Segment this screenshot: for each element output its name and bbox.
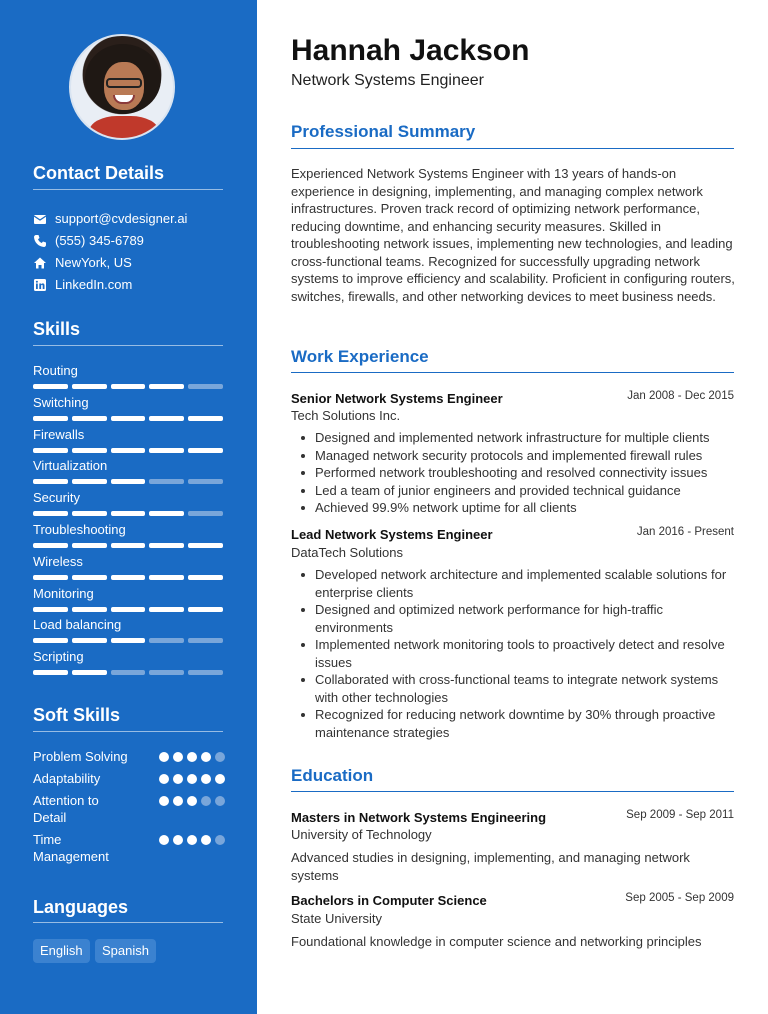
soft-skill-label: Adaptability	[33, 771, 101, 786]
skill-bar-segment	[149, 384, 184, 389]
degree-dates: Sep 2005 - Sep 2009	[625, 892, 734, 904]
rating-dot	[159, 774, 169, 784]
degree-description: Foundational knowledge in computer science and networking principles	[291, 934, 702, 949]
skill-bar-segment	[149, 670, 184, 675]
candidate-role: Network Systems Engineer	[291, 72, 484, 89]
rating-dot	[159, 752, 169, 762]
list-item: Designed and optimized network performance for high-traffic environments	[315, 601, 735, 636]
skill-level-bar	[33, 511, 223, 516]
rating-dot	[215, 752, 225, 762]
skill-bar-segment	[111, 543, 146, 548]
contact-phone[interactable]	[33, 233, 144, 248]
skill-label: Load balancing	[33, 617, 122, 633]
sidebar	[0, 0, 257, 1014]
rating-dot	[215, 796, 225, 806]
skill-bar-segment	[188, 448, 223, 453]
linkedin-icon	[33, 278, 47, 292]
skill-bar-segment	[188, 607, 223, 612]
rating-dot	[173, 774, 183, 784]
skill-label: Security	[33, 490, 80, 506]
contact-email-text: support@cvdesigner.ai	[55, 211, 188, 226]
skill-bar-segment	[33, 607, 68, 612]
rating-dot	[187, 774, 197, 784]
degree-description: Advanced studies in designing, implementing, and managing network systems	[291, 850, 690, 883]
skill-bar-segment	[33, 416, 68, 421]
skill-bar-segment	[111, 479, 146, 484]
rating-dot	[159, 796, 169, 806]
skill-bar-segment	[149, 575, 184, 580]
list-item: Collaborated with cross-functional teams to integrate network systems with other technologies	[315, 671, 735, 706]
rating-dot	[215, 835, 225, 845]
contact-linkedin-text: LinkedIn.com	[55, 277, 133, 292]
languages-divider	[33, 922, 223, 923]
contact-location-text: NewYork, US	[55, 255, 132, 270]
soft-skill-label: Problem Solving	[33, 749, 128, 764]
skill-bar-segment	[149, 607, 184, 612]
degree-title: Masters in Network Systems Engineering	[291, 810, 547, 825]
rating-dot	[201, 796, 211, 806]
rating-dot	[201, 774, 211, 784]
skill-bar-segment	[188, 479, 223, 484]
skill-level-bar	[33, 638, 223, 643]
rating-dot	[173, 752, 183, 762]
list-item: Implemented network monitoring tools to proactively detect and resolve issues	[315, 636, 735, 671]
skill-level-bar	[33, 416, 223, 421]
soft-skill-rating	[159, 835, 225, 845]
skill-level-bar	[33, 607, 223, 612]
skill-label: Switching	[33, 394, 89, 410]
job-bullets	[315, 566, 735, 741]
skill-bar-segment	[111, 416, 146, 421]
job-company: DataTech Solutions	[291, 545, 404, 560]
skill-bar-segment	[188, 384, 223, 389]
skill-level-bar	[33, 384, 223, 389]
list-item: Led a team of junior engineers and provided technical guidance	[315, 482, 735, 500]
contact-email[interactable]	[33, 211, 187, 226]
skill-bar-segment	[149, 543, 184, 548]
skill-bar-segment	[149, 511, 184, 516]
degree-title: Bachelors in Computer Science	[291, 893, 487, 908]
skill-bar-segment	[111, 511, 146, 516]
skill-label: Monitoring	[33, 585, 94, 601]
rating-dot	[159, 835, 169, 845]
skill-bar-segment	[149, 479, 184, 484]
skill-bar-segment	[72, 607, 107, 612]
soft-skill-label: Time Management	[33, 832, 109, 864]
skill-bar-segment	[111, 670, 146, 675]
rating-dot	[201, 835, 211, 845]
skill-bar-segment	[111, 607, 146, 612]
skill-level-bar	[33, 448, 223, 453]
candidate-name: Hannah Jackson	[291, 34, 530, 67]
language-tag: Spanish	[95, 939, 156, 963]
skill-label: Wireless	[33, 553, 83, 569]
skill-bar-segment	[72, 448, 107, 453]
skill-label: Virtualization	[33, 458, 108, 474]
list-item: Recognized for reducing network downtime by 30% through proactive maintenance strategies	[315, 706, 735, 741]
skill-bar-segment	[188, 543, 223, 548]
skill-bar-segment	[33, 479, 68, 484]
list-item: Performed network troubleshooting and resolved connectivity issues	[315, 464, 735, 482]
rating-dot	[187, 835, 197, 845]
soft-skill-rating	[159, 752, 225, 762]
rating-dot	[215, 774, 225, 784]
skill-label: Routing	[33, 363, 78, 378]
soft-skill-rating	[159, 774, 225, 784]
skill-label: Firewalls	[33, 426, 85, 442]
experience-heading: Work Experience	[291, 347, 429, 366]
skill-bar-segment	[149, 638, 184, 643]
skill-bar-segment	[149, 448, 184, 453]
skill-bar-segment	[33, 670, 68, 675]
skill-bar-segment	[72, 479, 107, 484]
education-divider	[291, 791, 734, 792]
summary-text: Experienced Network Systems Engineer with 13 years of hands-on experience in designing, implementing, and managing complex network infrastructures. Proven track record of optimizing network performance, reducing downtime, and enhancing security measures. Skilled in troubleshooting network issues, implementing new technologies, and leading cross-functional teams. Recognized for successfully upgrading network systems to improve efficiency and scalability. Proficient in configuring routers, switches, firewalls, and other networking devices to meet business needs.	[291, 166, 735, 304]
job-dates: Jan 2008 - Dec 2015	[627, 390, 734, 402]
soft-skills-heading: Soft Skills	[33, 705, 121, 725]
skill-bar-segment	[72, 511, 107, 516]
contact-heading: Contact Details	[33, 163, 165, 183]
envelope-icon	[33, 212, 47, 226]
skill-bar-segment	[72, 384, 107, 389]
skill-level-bar	[33, 670, 223, 675]
soft-skill-rating	[159, 796, 225, 806]
rating-dot	[187, 752, 197, 762]
job-bullets	[315, 429, 735, 517]
list-item: Designed and implemented network infrastructure for multiple clients	[315, 429, 735, 447]
summary-heading: Professional Summary	[291, 122, 476, 141]
skill-bar-segment	[149, 416, 184, 421]
soft-skill-label: Attention to Detail	[33, 793, 99, 825]
experience-divider	[291, 372, 734, 373]
list-item: Achieved 99.9% network uptime for all clients	[315, 499, 735, 517]
skill-bar-segment	[72, 575, 107, 580]
education-heading: Education	[291, 766, 374, 785]
soft-skills-divider	[33, 731, 223, 732]
skill-bar-segment	[188, 670, 223, 675]
skill-bar-segment	[111, 448, 146, 453]
contact-divider	[33, 189, 223, 190]
rating-dot	[173, 796, 183, 806]
skills-heading: Skills	[33, 319, 81, 339]
job-dates: Jan 2016 - Present	[636, 526, 734, 538]
skill-bar-segment	[72, 670, 107, 675]
skill-bar-segment	[72, 416, 107, 421]
list-item: Managed network security protocols and implemented firewall rules	[315, 447, 735, 465]
language-tag: English	[33, 939, 90, 963]
skill-bar-segment	[111, 638, 146, 643]
skill-level-bar	[33, 575, 223, 580]
skill-level-bar	[33, 479, 223, 484]
languages-heading: Languages	[33, 897, 129, 917]
school-name: State University	[291, 911, 383, 926]
rating-dot	[187, 796, 197, 806]
summary-divider	[291, 148, 734, 149]
skills-divider	[33, 345, 223, 346]
skill-bar-segment	[33, 543, 68, 548]
degree-dates: Sep 2009 - Sep 2011	[626, 809, 734, 821]
home-icon	[33, 256, 47, 270]
rating-dot	[201, 752, 211, 762]
school-name: University of Technology	[291, 827, 432, 842]
list-item: Developed network architecture and implemented scalable solutions for enterprise clients	[315, 566, 735, 601]
rating-dot	[173, 835, 183, 845]
skill-bar-segment	[33, 511, 68, 516]
skill-bar-segment	[188, 511, 223, 516]
skill-bar-segment	[188, 638, 223, 643]
skill-bar-segment	[72, 543, 107, 548]
contact-linkedin[interactable]	[33, 277, 132, 292]
skill-bar-segment	[111, 384, 146, 389]
avatar	[69, 34, 175, 140]
skill-bar-segment	[33, 448, 68, 453]
skill-level-bar	[33, 543, 223, 548]
job-company: Tech Solutions Inc.	[291, 408, 401, 423]
phone-icon	[33, 234, 47, 248]
skill-bar-segment	[33, 384, 68, 389]
skill-bar-segment	[33, 575, 68, 580]
job-title: Senior Network Systems Engineer	[291, 391, 503, 406]
job-title: Lead Network Systems Engineer	[291, 527, 493, 542]
skill-bar-segment	[33, 638, 68, 643]
skill-label: Scripting	[33, 649, 84, 665]
contact-phone-text: (555) 345-6789	[55, 233, 144, 248]
skill-label: Troubleshooting	[33, 522, 126, 537]
contact-location	[33, 255, 132, 270]
skill-bar-segment	[111, 575, 146, 580]
skill-bar-segment	[188, 416, 223, 421]
skill-bar-segment	[72, 638, 107, 643]
skill-bar-segment	[188, 575, 223, 580]
